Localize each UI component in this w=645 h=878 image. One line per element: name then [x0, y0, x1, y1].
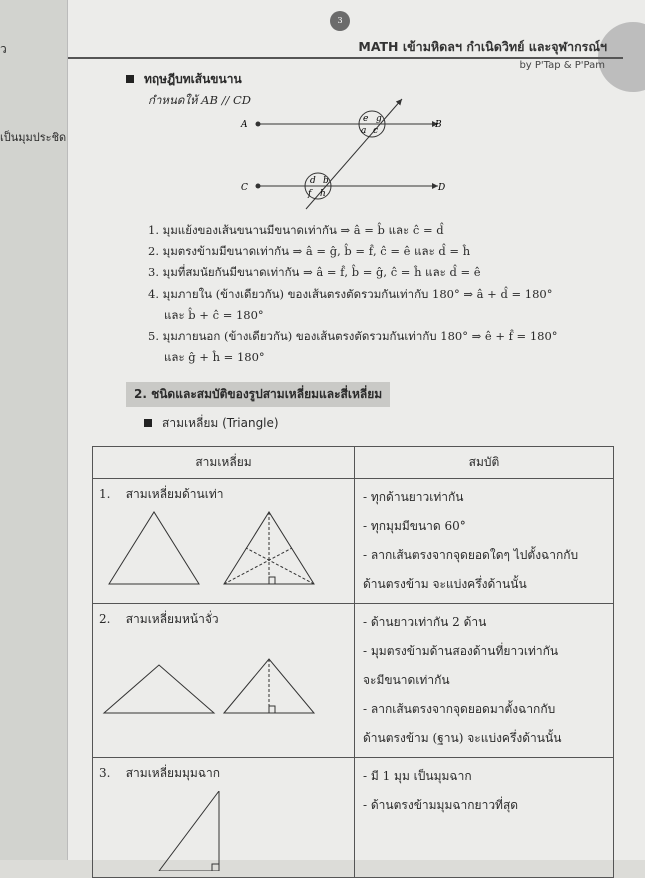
text: - ทุกด้านยาวเท่ากัน: [363, 490, 464, 504]
text: 2.: [99, 612, 111, 626]
text: d: [310, 176, 316, 186]
theorem-item: 5. มุมภายนอก (ข้างเดียวกัน) ของเส้นตรงตัดรวมกันเท่ากับ 180° ⇒ ê + f̂ = 180°: [148, 329, 558, 343]
text: - ด้านยาวเท่ากัน 2 ด้าน: [363, 615, 487, 629]
text: D: [438, 183, 446, 193]
text: - ด้านตรงข้ามมุมฉากยาวที่สุด: [363, 798, 519, 812]
text: f: [308, 189, 312, 199]
text: - มุมตรงข้ามด้านสองด้านที่ยาวเท่ากัน: [363, 644, 559, 658]
text: ด้านตรงข้าม (ฐาน) จะแบ่งครึ่งด้านนั้น: [363, 731, 562, 745]
theorem-item: 3. มุมที่สมนัยกันมีขนาดเท่ากัน ⇒ â = f̂, b̂ = ĝ, ĉ = ĥ และ d̂ = ê: [148, 265, 481, 279]
text: b: [323, 176, 329, 186]
text: สามเหลี่ยม (Triangle): [162, 416, 279, 430]
text: A: [241, 120, 248, 130]
theorem-item: 2. มุมตรงข้ามมีขนาดเท่ากัน ⇒ â = ĝ, b̂ = f̂, ĉ = ê และ d̂ = ĥ: [148, 244, 471, 258]
bullet-icon: [144, 419, 152, 427]
table-row: [93, 479, 614, 604]
theorem-item: 4. มุมภายใน (ข้างเดียวกัน) ของเส้นตรงตัดรวมกันเท่ากับ 180° ⇒ â + d̂ = 180°: [148, 287, 553, 301]
text: h: [320, 189, 326, 199]
text: 3.: [99, 766, 111, 780]
text: - ทุกมุมมีขนาด 60°: [363, 519, 466, 533]
text: - ลากเส้นตรงจากจุดยอดมาตั้งฉากกับ: [363, 702, 556, 716]
text: - ลากเส้นตรงจากจุดยอดใดๆ ไปตั้งฉากกับ: [363, 548, 579, 562]
text: e: [363, 114, 369, 124]
table-row: [93, 604, 614, 758]
text: 1.: [99, 487, 111, 501]
page-number: 3: [330, 11, 350, 31]
isosceles-triangle-figures: [99, 643, 339, 723]
column-header: สามเหลี่ยม: [93, 447, 355, 479]
book-page: [68, 0, 645, 860]
header-divider: [68, 57, 623, 59]
bullet-icon: [126, 75, 134, 83]
triangle-type: สามเหลี่ยมหน้าจั่ว: [125, 612, 219, 626]
text: c: [373, 126, 379, 136]
text: C: [241, 183, 248, 193]
adjacent-text: เป็นมุมประชิด: [0, 131, 67, 144]
triangle-type: สามเหลี่ยมมุมฉาก: [125, 766, 220, 780]
parallel-lines-diagram: [238, 95, 478, 215]
adjacent-text: ว: [0, 42, 7, 56]
theorem-item: 1. มุมแย้งของเส้นขนานมีขนาดเท่ากัน ⇒ â = b̂ และ ĉ = d̂: [148, 223, 444, 237]
given-text: กำหนดให้ AB // CD: [148, 93, 252, 107]
text: - มี 1 มุม เป็นมุมฉาก: [363, 769, 472, 783]
byline: by P'Tap & P'Pam: [519, 60, 605, 71]
theorem-heading: [126, 70, 242, 89]
text: ทฤษฎีบทเส้นขนาน: [144, 72, 242, 86]
text: g: [376, 114, 382, 124]
adjacent-page: [0, 0, 68, 860]
triangle-table: [92, 446, 614, 878]
column-header: สมบัติ: [355, 447, 614, 479]
section-title: 2. ชนิดและสมบัติของรูปสามเหลี่ยมและสี่เหลี่ยม: [126, 382, 390, 407]
theorem-item: และ b̂ + ĉ = 180°: [164, 308, 264, 322]
triangle-type: สามเหลี่ยมด้านเท่า: [125, 487, 224, 501]
text: a: [361, 126, 367, 136]
text: ด้านตรงข้าม จะแบ่งครึ่งด้านนั้น: [363, 577, 527, 591]
text: B: [435, 120, 442, 130]
equilateral-triangle-figures: [99, 506, 339, 586]
page-title: MATH เข้ามหิดลฯ กำเนิดวิทย์ และจุฬากรณ์ฯ: [358, 39, 607, 54]
text: จะมีขนาดเท่ากัน: [363, 673, 450, 687]
subsection-heading: [144, 414, 279, 433]
theorem-item: และ ĝ + ĥ = 180°: [164, 350, 265, 364]
right-triangle-figure: [99, 791, 339, 871]
